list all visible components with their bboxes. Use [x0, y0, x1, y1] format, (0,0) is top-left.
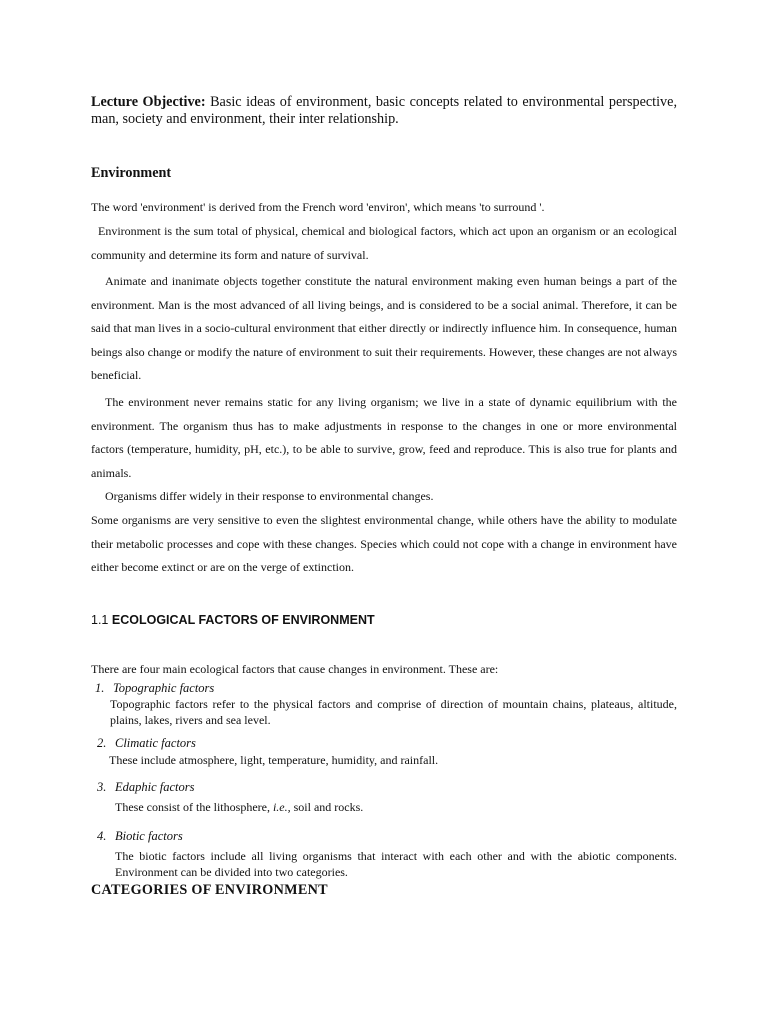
list-item-title [97, 829, 677, 844]
list-item [97, 780, 677, 815]
environment-paragraph-1: The word 'environment' is derived from the French word 'environ', which means 'to surround '. [91, 200, 545, 214]
description-text: These consist of the lithosphere, [115, 800, 273, 814]
list-item-description: Topographic factors refer to the physical factors and comprise of direction of mountain chains, plateaus, altitude, plains, lakes, rivers and sea level. [110, 697, 677, 727]
list-item [97, 829, 677, 880]
environment-paragraph-2: Environment is the sum total of physical, chemical and biological factors, which act upon an organism or an ecological community and determine its form and nature of survival. [91, 224, 677, 262]
categories-heading: CATEGORIES OF ENVIRONMENT [91, 882, 328, 898]
list-item-title-text: Edaphic factors [115, 780, 195, 794]
list-item-title [95, 681, 677, 696]
list-item-description: The biotic factors include all living organisms that interact with each other and with the abiotic components. Environment can be divided into two categories. [115, 849, 677, 879]
list-item-number: 3. [97, 780, 107, 794]
lecture-objective-text: Basic ideas of environment, basic concepts related to environmental perspective, man, society and environment, their inter relationship. [91, 94, 677, 127]
list-item-title-text: Climatic factors [115, 736, 196, 750]
list-item-number: 2. [97, 736, 107, 750]
environment-paragraph-6: Some organisms are very sensitive to even the slightest environmental change, while others have the ability to modulate their metabolic processes and cope with these changes. Species which could not cope with a change in environment have either become extinct or are on the verge of extinction. [91, 513, 677, 575]
environment-heading: Environment [91, 165, 172, 181]
lecture-objective-label: Lecture Objective: [91, 94, 206, 110]
lecture-objective [91, 94, 677, 128]
list-item-number: 1. [95, 681, 105, 695]
list-item-title-text: Topographic factors [113, 681, 215, 695]
ecological-intro: There are four main ecological factors that cause changes in environment. These are: [91, 662, 499, 676]
list-item-number: 4. [97, 829, 107, 843]
list-item-title [97, 780, 677, 795]
environment-paragraph-4: The environment never remains static for any living organism; we live in a state of dynamic equilibrium with the environment. The organism thus has to make adjustments in response to the changes in one or more environmental factors (temperature, humidity, pH, etc.), to be able to survive, grow, feed and reproduce. This is also true for plants and animals. [91, 395, 677, 480]
list-item [97, 736, 677, 768]
ecological-heading [91, 613, 677, 627]
list-item-description: These include atmosphere, light, temperature, humidity, and rainfall. [109, 753, 439, 767]
environment-paragraph-5: Organisms differ widely in their response to environmental changes. [105, 489, 434, 503]
description-text-end: soil and rocks. [290, 800, 364, 814]
list-item-title [97, 736, 677, 751]
list-item-description [115, 799, 677, 815]
section-title: ECOLOGICAL FACTORS OF ENVIRONMENT [111, 613, 375, 627]
description-abbrev: i.e., [272, 800, 291, 814]
environment-paragraph-3: Animate and inanimate objects together constitute the natural environment making even human beings a part of the environment. Man is the most advanced of all living beings, and is considered to be a social animal. Therefore, it can be said that man lives in a socio-cultural environment that either directly or indirectly influence him. In consequence, human beings also change or modify the nature of environment to suit their requirements. However, these changes are not always beneficial. [91, 274, 678, 383]
list-item [95, 681, 677, 728]
list-item-title-text: Biotic factors [115, 829, 183, 843]
section-number: 1.1 [91, 613, 109, 627]
